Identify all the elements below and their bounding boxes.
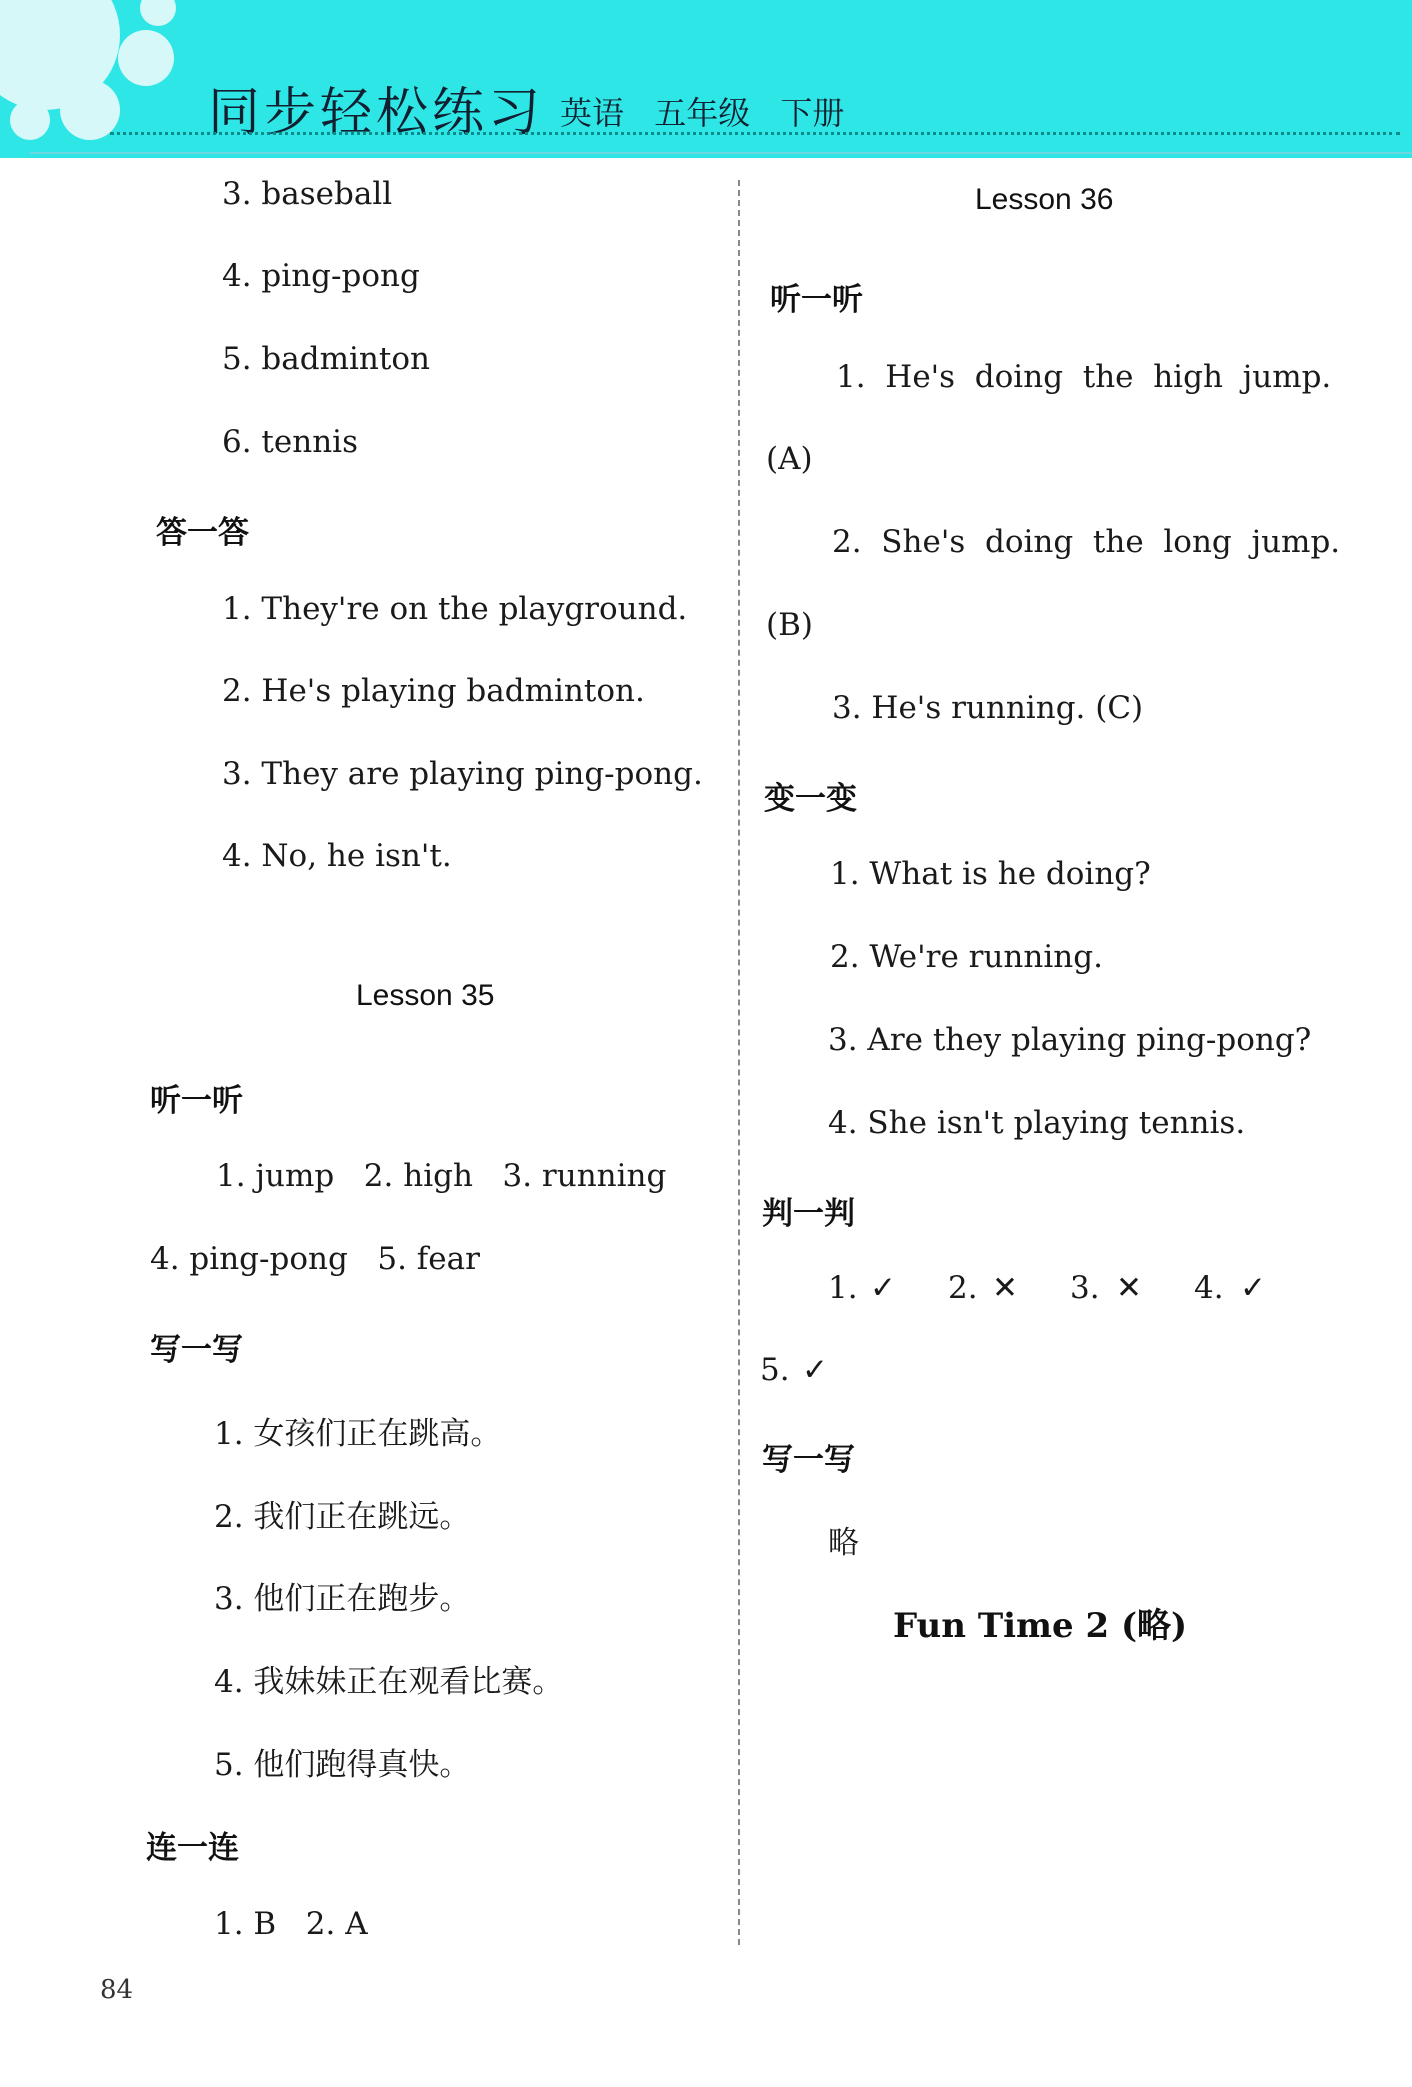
judge-number: 3. — [1070, 1270, 1100, 1306]
book-title: 同步轻松练习 — [208, 83, 545, 143]
answer-line: 4. No, he isn't. — [222, 838, 452, 874]
judge-number: 1. — [828, 1270, 858, 1306]
answer-line: 3. 他们正在跑步。 — [214, 1581, 471, 1617]
check-icon: ✓ — [802, 1352, 828, 1388]
cross-icon: ✕ — [1116, 1270, 1142, 1306]
section-heading-listen: 听一听 — [770, 282, 863, 318]
lesson-title: Lesson 36 — [975, 183, 1114, 216]
answer-line: (B) — [766, 607, 813, 643]
volume-label: 下册 — [780, 94, 845, 132]
answer-line: 4. She isn't playing tennis. — [828, 1105, 1246, 1141]
header-rule — [30, 152, 1412, 154]
answer-line: 5. 他们跑得真快。 — [214, 1747, 471, 1783]
answer-line: 2. He's playing badminton. — [222, 673, 645, 709]
section-heading-write: 写一写 — [150, 1332, 243, 1368]
section-heading-answer: 答一答 — [156, 515, 249, 551]
page-header — [0, 0, 1412, 158]
section-heading-judge: 判一判 — [762, 1196, 855, 1232]
answer-line: (A) — [766, 441, 813, 477]
fun-time-title: Fun Time 2 (略) — [893, 1606, 1188, 1646]
section-heading-listen: 听一听 — [150, 1083, 243, 1119]
header-dotted-line — [110, 132, 1400, 135]
section-heading-write: 写一写 — [762, 1442, 855, 1478]
subject-label: 英语 — [560, 94, 625, 132]
answer-line: 3. He's running. (C) — [832, 690, 1144, 726]
lesson-title: Lesson 35 — [356, 979, 495, 1012]
answer-line: 1. What is he doing? — [830, 856, 1151, 892]
grade-label: 五年级 — [654, 94, 751, 132]
judge-number: 4. — [1194, 1270, 1224, 1306]
judge-number: 2. — [948, 1270, 978, 1306]
decorative-bubble — [10, 100, 50, 140]
page-number: 84 — [100, 1975, 134, 2005]
cross-icon: ✕ — [992, 1270, 1018, 1306]
check-icon: ✓ — [1240, 1270, 1266, 1306]
answer-line: 略 — [828, 1525, 859, 1561]
answer-line: 1. jump 2. high 3. running — [216, 1158, 667, 1194]
answer-line: 4. ping-pong — [222, 258, 420, 294]
answer-line: 2. 我们正在跳远。 — [214, 1499, 471, 1535]
section-heading-match: 连一连 — [146, 1830, 239, 1866]
check-icon: ✓ — [870, 1270, 896, 1306]
decorative-bubble — [140, 0, 176, 26]
answer-line: 1. 女孩们正在跳高。 — [214, 1416, 502, 1452]
answer-line: 3. baseball — [222, 176, 393, 212]
column-divider — [738, 180, 740, 1945]
answer-line: 1. He's doing the high jump. — [836, 359, 1332, 395]
answer-line: 3. They are playing ping-pong. — [222, 756, 703, 792]
answer-line: 1. They're on the playground. — [222, 591, 688, 627]
decorative-bubble — [60, 80, 120, 140]
answer-line: 5. badminton — [222, 341, 430, 377]
answer-line: 1. B 2. A — [214, 1906, 368, 1942]
answer-line: 3. Are they playing ping-pong? — [828, 1022, 1312, 1058]
decorative-bubble — [118, 30, 174, 86]
answer-line: 6. tennis — [222, 424, 358, 460]
judge-number: 5. — [760, 1352, 790, 1388]
answer-line: 4. 我妹妹正在观看比赛。 — [214, 1664, 564, 1700]
section-heading-change: 变一变 — [764, 781, 857, 817]
answer-line: 2. She's doing the long jump. — [832, 524, 1341, 560]
answer-line: 4. ping-pong 5. fear — [150, 1241, 480, 1277]
answer-line: 2. We're running. — [830, 939, 1103, 975]
book-subtitle — [560, 88, 844, 134]
